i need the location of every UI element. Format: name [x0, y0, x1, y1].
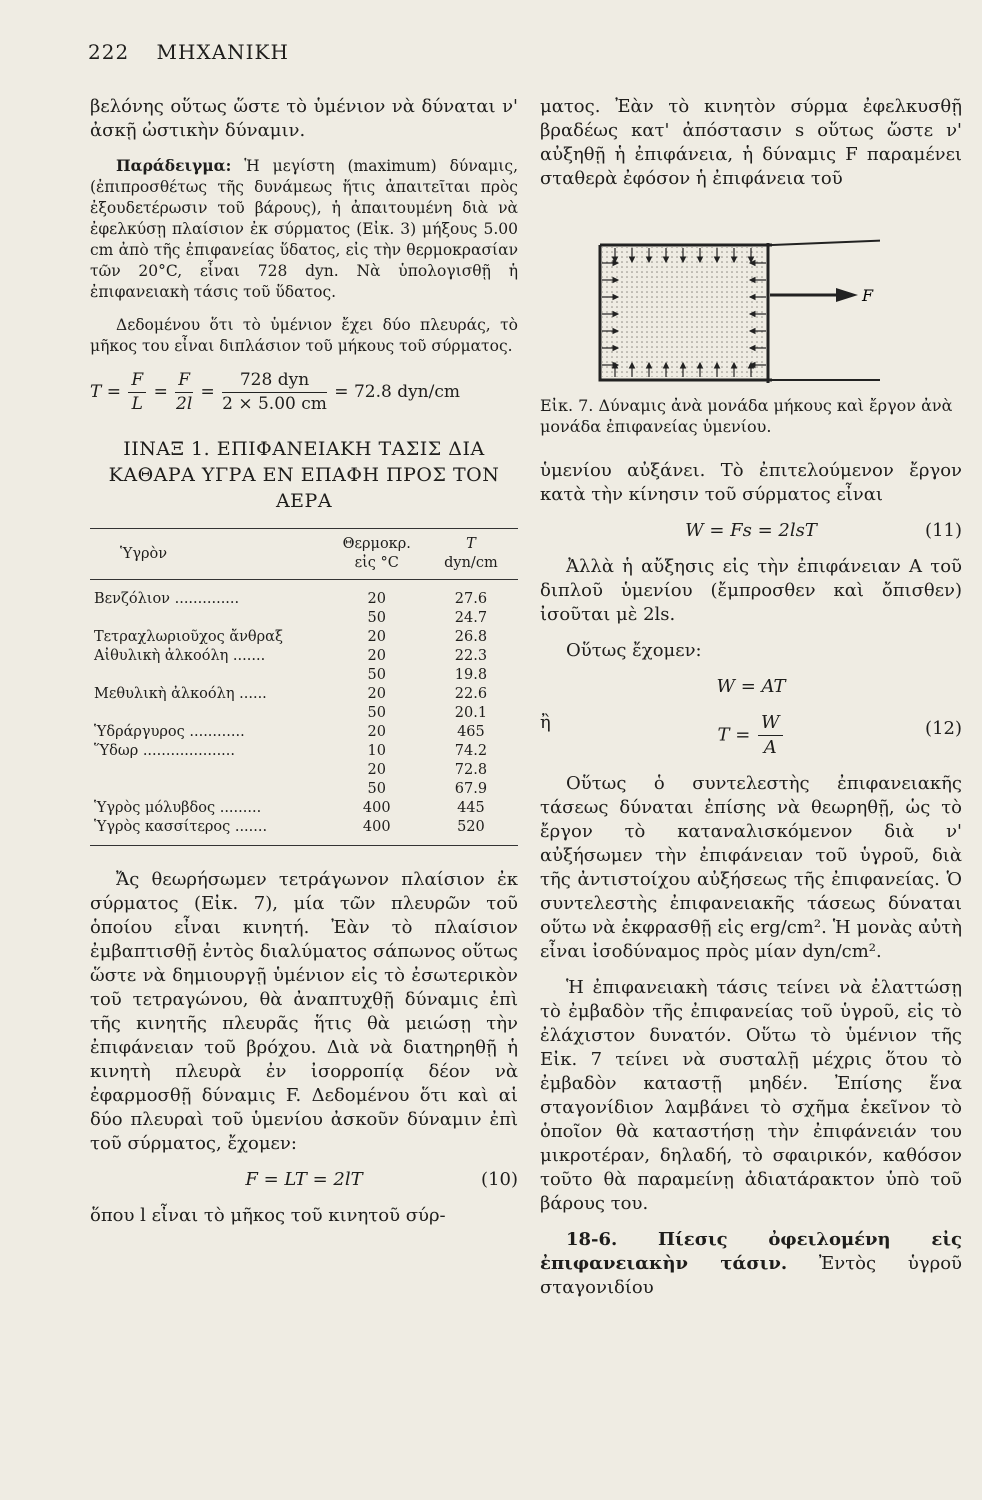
- header-line: εἰς °C: [354, 555, 399, 571]
- tension-cell: 19.8: [454, 667, 488, 683]
- liquid-cell: [90, 704, 330, 723]
- tension-cell: 27.6: [454, 591, 488, 607]
- eq-number: (12): [925, 718, 962, 739]
- table-row: [90, 580, 518, 610]
- eq-connective: ἢ: [540, 712, 551, 733]
- paragraph: Ἀλλὰ ἡ αὔξησις εἰς τὴν ἐπιφάνειαν A τοῦ διπλοῦ ὑμενίου (ἔμπροσθεν καὶ ὄπισθεν) ἰσοῦται μὲ 2ls.: [540, 556, 962, 625]
- paragraph: Ἡ ἐπιφανειακὴ τάσις τείνει νὰ ἐλαττώσῃ τὸ ἐμβαδὸν τῆς ἐπιφανείας τοῦ ὑγροῦ, εἰς τὸ ἐλάχιστον δυνατόν. Οὕτω τὸ ὑμένιον τῆς Εἰκ. 7 τείνει νὰ συσταλῇ μέχρις ὅτου τὸ ἐμβαδὸν καταστῇ μηδέν. Ἐπίσης ἕνα σταγονίδιον λαμβάνει τὸ σχῆμα ἐκεῖνον τὸ ὁποῖον θὰ καταστήσῃ τὴν ἐπιφάνειάν του μικροτέραν, δηλαδή, τὸ σφαιρικόν, καθόσον τοῦτο θὰ παραμείνῃ ἀδιατάρακτον ὑπὸ τοῦ βάρους του.: [540, 977, 962, 1214]
- temp-cell: 20: [367, 591, 386, 607]
- liquid-cell: Αἰθυλικὴ ἀλκοόλη .......: [94, 648, 266, 664]
- eq-sign: =: [153, 382, 168, 402]
- table-title: ΙΙΝΑΞ 1. ΕΠΙΦΑΝΕΙΑΚΗ ΤΑΣΙΣ ΔΙΑ ΚΑΘΑΡΑ ΥΓΡΑ ΕΝ ΕΠΑΦΗ ΠΡΟΣ ΤΟΝ ΑΕΡΑ: [108, 438, 500, 512]
- temp-cell: 400: [362, 800, 391, 816]
- table-row: [90, 799, 518, 818]
- liquid-cell: [90, 666, 330, 685]
- fraction: [128, 369, 146, 416]
- table-row: [90, 685, 518, 704]
- section-paragraph: [540, 1228, 962, 1300]
- table-row: [90, 780, 518, 799]
- surface-tension-table: [90, 528, 518, 846]
- example-paragraph: [90, 155, 518, 303]
- tension-cell: 22.6: [454, 686, 488, 702]
- fraction: [758, 711, 783, 760]
- table-row: [90, 704, 518, 723]
- tension-cell: 74.2: [454, 743, 488, 759]
- equation-10: [90, 1168, 518, 1192]
- eq-lhs: T =: [90, 382, 121, 402]
- equation-w: [540, 675, 962, 699]
- liquid-cell: [90, 609, 330, 628]
- equation-12: [540, 711, 962, 760]
- frac-den: 2l: [176, 394, 193, 414]
- tension-cell: 67.9: [454, 781, 488, 797]
- temp-cell: 20: [367, 762, 386, 778]
- temp-cell: 50: [367, 781, 386, 797]
- force-arrowhead: [836, 288, 858, 302]
- tension-cell: 20.1: [454, 705, 488, 721]
- liquid-cell: [90, 761, 330, 780]
- eq-body: W = Fs = 2lsT: [685, 520, 817, 541]
- tension-cell: 22.3: [454, 648, 488, 664]
- table-header-temp: [330, 529, 424, 580]
- eq-number: (10): [481, 1169, 518, 1190]
- page-number: 222: [88, 40, 130, 64]
- wire-frame-diagram: [540, 205, 880, 385]
- temp-cell: 20: [367, 648, 386, 664]
- temp-cell: 50: [367, 705, 386, 721]
- eq-lhs: T =: [717, 724, 751, 746]
- temp-cell: 20: [367, 724, 386, 740]
- tension-cell: 520: [424, 818, 518, 846]
- header-line: T: [466, 536, 476, 552]
- liquid-cell: Ὑγρὸς κασσίτερος .......: [90, 818, 330, 846]
- table-row: [90, 761, 518, 780]
- table-body: [90, 580, 518, 846]
- temp-cell: 50: [367, 667, 386, 683]
- example-label: Παράδειγμα:: [116, 156, 232, 175]
- liquid-cell: Μεθυλικὴ ἀλκοόλη ......: [94, 686, 267, 702]
- tension-cell: 26.8: [454, 629, 488, 645]
- tension-cell: 24.7: [454, 610, 488, 626]
- table-row: [90, 742, 518, 761]
- liquid-cell: Ὑδράργυρος ............: [94, 724, 245, 740]
- rail-top: [772, 239, 880, 245]
- equation-11: [540, 519, 962, 543]
- force-label: F: [862, 286, 874, 305]
- paragraph: Δεδομένου ὅτι τὸ ὑμένιον ἔχει δύο πλευράς, τὸ μῆκος του εἶναι διπλάσιον τοῦ μήκους τοῦ σύρματος.: [90, 316, 518, 355]
- temp-cell: 20: [367, 629, 386, 645]
- header-line: Θερμοκρ.: [342, 536, 411, 552]
- fraction: [222, 369, 327, 416]
- paragraph: ὅπου l εἶναι τὸ μῆκος τοῦ κινητοῦ σύρ-: [90, 1205, 446, 1226]
- fraction: [175, 369, 193, 416]
- table-header-tension: [424, 529, 518, 580]
- liquid-cell: Βενζόλιον ..............: [94, 591, 240, 607]
- eq-body: F = LT = 2lT: [245, 1169, 363, 1190]
- paragraph: ὑμενίου αὐξάνει. Τὸ ἐπιτελούμενον ἔργον κατὰ τὴν κίνησιν τοῦ σύρματος εἶναι: [540, 460, 962, 505]
- tension-equation: [90, 369, 518, 416]
- eq-body: W = AT: [716, 676, 786, 697]
- frac-den: L: [131, 394, 143, 414]
- paragraph: Ἄς θεωρήσωμεν τετράγωνον πλαίσιον ἐκ σύρματος (Εἰκ. 7), μία τῶν πλευρῶν τοῦ ὁποίου εἶναι κινητή. Ἐὰν τὸ πλαίσιον ἐμβαπτισθῇ ἐντὸς διαλύματος σάπωνος οὕτως ὥστε νὰ δημιουργῇ ὑμένιον εἰς τὸ ἐσωτερικὸν τοῦ τετραγώνου, θὰ ἀναπτυχθῇ δύναμις ἐπὶ τῆς κινητῆς πλευρᾶς ἥτις θὰ μειώσῃ τὴν ἐπιφάνειαν τοῦ βρόχου. Διὰ νὰ διατηρηθῇ ἡ κινητὴ πλευρὰ ἐν ἰσορροπίᾳ δέον νὰ ἐφαρμοσθῇ δύναμις F. Δεδομένου ὅτι καὶ αἱ δύο πλευραὶ τοῦ ὑμενίου ἀσκοῦν δύναμιν ἐπὶ τοῦ σύρματος, ἔχομεν:: [90, 869, 518, 1154]
- page-header: [88, 40, 289, 64]
- section-text: Ἐντὸς ὑγροῦ σταγονιδίου: [540, 1253, 962, 1298]
- paragraph: Οὕτως ὁ συντελεστὴς ἐπιφανειακῆς τάσεως δύναται ἐπίσης νὰ θεωρηθῇ, ὡς τὸ ἔργον τὸ καταναλισκόμενον διὰ ν' αὐξήσωμεν τὴν ἐπιφάνειαν τοῦ ὑγροῦ, διὰ τῆς ἀντιστοίχου αὐξήσεως τῆς ἐπιφανείας. Ὁ συντελεστὴς ἐπιφανειακῆς τάσεως δύναται οὕτω νὰ ἐκφρασθῇ εἰς erg/cm². Ἡ μονὰς αὐτὴ εἶναι ἰσοδύναμος πρὸς μίαν dyn/cm².: [540, 773, 962, 962]
- frac-num: F: [175, 369, 193, 393]
- liquid-cell: Ὕδωρ ....................: [94, 743, 236, 759]
- frac-num: F: [128, 369, 146, 393]
- left-column: [90, 95, 518, 1240]
- figure-7: [540, 205, 962, 385]
- temp-cell: 50: [367, 610, 386, 626]
- tension-cell: 445: [457, 800, 485, 816]
- temp-cell: 400: [330, 818, 424, 846]
- temp-cell: 20: [367, 686, 386, 702]
- paragraph: βελόνης οὕτως ὥστε τὸ ὑμένιον νὰ δύναται ν' ἀσκῇ ὠστικὴν δύναμιν.: [90, 96, 518, 141]
- table-row: [90, 647, 518, 666]
- figure-caption: Εἰκ. 7. Δύναμις ἀνὰ μονάδα μήκους καὶ ἔργον ἀνὰ μονάδα ἐπιφανείας ὑμενίου.: [540, 396, 953, 436]
- eq-number: (11): [925, 520, 962, 541]
- frac-num: 728 dyn: [222, 369, 327, 393]
- tension-cell: 72.8: [454, 762, 488, 778]
- paragraph: ματος. Ἐὰν τὸ κινητὸν σύρμα ἐφελκυσθῇ βραδέως κατ' ἀπόστασιν s οὕτως ὥστε ν' αὐξηθῇ ἡ ἐπιφάνεια, ἡ δύναμις F παραμένει σταθερὰ ἐφόσον ἡ ἐπιφάνεια τοῦ: [540, 96, 962, 189]
- table-row: [90, 818, 518, 846]
- liquid-cell: Ὑγρὸς μόλυβδος .........: [94, 800, 262, 816]
- paragraph: Οὕτως ἔχομεν:: [566, 640, 702, 661]
- soap-film: [602, 247, 766, 377]
- table-row: [90, 723, 518, 742]
- eq-sign: =: [200, 382, 215, 402]
- header-line: dyn/cm: [444, 555, 498, 571]
- liquid-cell: Τετραχλωριοῦχος ἄνθραξ: [94, 629, 283, 645]
- right-column: [540, 95, 962, 1312]
- section-heading: 18-6. Πίεσις ὀφειλομένη εἰς ἐπιφανειακὴν τάσιν.: [540, 1229, 962, 1274]
- table-row: [90, 628, 518, 647]
- eq-result: = 72.8 dyn/cm: [334, 382, 461, 402]
- frac-num: W: [758, 711, 783, 736]
- liquid-cell: [90, 780, 330, 799]
- running-title: ΜΗΧΑΝΙΚΗ: [156, 40, 289, 64]
- example-text: Ἡ μεγίστη (maximum) δύναμις, (ἐπιπροσθέτως τῆς δυνάμεως ἥτις ἀπαιτεῖται πρὸς ἐξουδετέρωσιν τοῦ βάρους), ἡ ἀπαιτουμένη διὰ νὰ ἐφελκύσῃ πλαίσιον ἐκ σύρματος (Εἰκ. 3) μήξους 5.00 cm ἀπὸ τῆς ἐπιφανείας ὕδατος, εἰς τὴν θερμοκρασίαν τῶν 20°C, εἶναι 728 dyn. Νὰ ὑπολογισθῇ ἡ ἐπιφανειακὴ τάσις τοῦ ὕδατος.: [90, 157, 518, 301]
- frac-den: 2 × 5.00 cm: [222, 394, 327, 414]
- temp-cell: 10: [367, 743, 386, 759]
- table-row: [90, 666, 518, 685]
- tension-cell: 465: [457, 724, 485, 740]
- table-header-liquid: Ὑγρὸν: [90, 529, 330, 580]
- frac-den: A: [763, 737, 777, 758]
- table-row: [90, 609, 518, 628]
